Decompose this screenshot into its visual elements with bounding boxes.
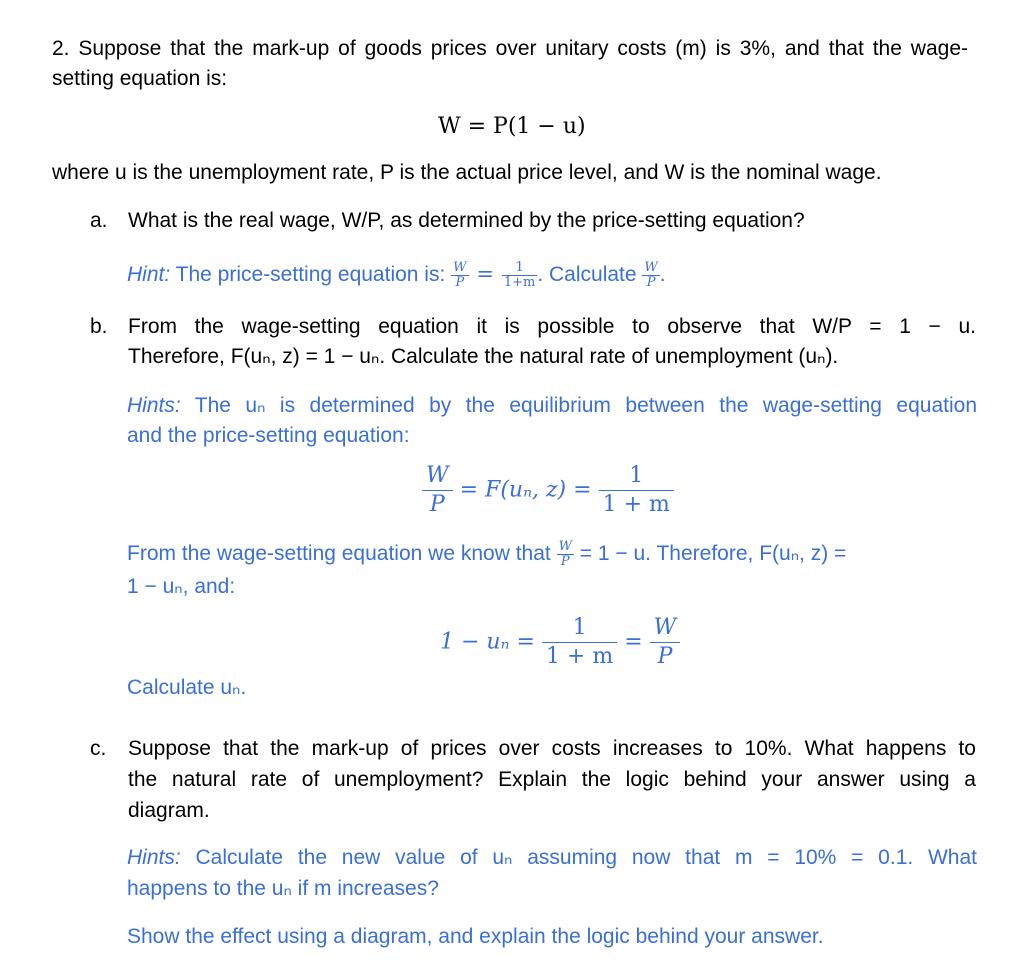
fraction-denominator: 1+m (503, 274, 536, 290)
part-a-question: What is the real wage, W/P, as determined by the price-setting equation? (128, 209, 805, 232)
fraction-w-over-p-calc (642, 261, 659, 289)
fraction-denominator: 1 + m (602, 491, 670, 517)
fraction-numerator: 1 (542, 614, 617, 643)
part-c-line3: diagram. (128, 799, 210, 822)
equilibrium-equation (422, 462, 674, 518)
equation-middle: = F(uₙ, z) = (459, 477, 592, 503)
part-b-hints-line1 (127, 391, 977, 421)
fraction-denominator: 1 + m (545, 643, 614, 669)
part-b-marker: b. (90, 315, 108, 338)
part-b-line1: From the wage-setting equation it is possible to observe that W/P = 1 − u. (128, 315, 976, 338)
fraction-one-over-one-plus-m (502, 261, 538, 289)
part-c-line2: the natural rate of unemployment? Explain the logic behind your answer using a (128, 768, 976, 791)
fraction-denominator: P (657, 643, 673, 669)
calculate-label: Calculate (549, 263, 637, 286)
fraction-numerator: 1 (502, 261, 538, 276)
fraction-numerator: W (558, 539, 572, 555)
q2-intro-line1: 2. Suppose that the mark-up of goods prices over unitary costs (m) is 3%, and that the wage- (52, 37, 968, 60)
part-b-from-line1 (127, 538, 977, 570)
hints-label: Hints: (127, 846, 181, 869)
q2-intro-line2: setting equation is: (52, 67, 228, 90)
part-c-hints-line1 (127, 843, 977, 873)
part-c-show-diagram: Show the effect using a diagram, and explain the logic behind your answer. (127, 925, 824, 948)
fraction-one-over-one-plus-m (542, 614, 617, 670)
fraction-denominator: P (455, 274, 465, 290)
fraction-denominator: P (429, 491, 445, 517)
calculate-un: Calculate uₙ. (127, 676, 247, 699)
hint-text: The price-setting equation is: (175, 263, 446, 286)
fraction-numerator: W (644, 260, 658, 276)
part-c-marker: c. (90, 737, 107, 760)
fraction-numerator: W (453, 260, 467, 276)
hints-label: Hints: (127, 394, 181, 417)
fraction-numerator: W (422, 462, 453, 491)
fraction-w-over-p (557, 540, 574, 568)
part-a-marker: a. (90, 209, 108, 232)
fraction-numerator: 1 (599, 462, 674, 491)
fraction-one-over-one-plus-m (599, 462, 674, 518)
q2-definitions: where u is the unemployment rate, P is the actual price level, and W is the nominal wage. (52, 161, 882, 184)
part-a-hint: Hint: The price-setting equation is: $\frac{W}{P}$ = $\frac{1}{1+m}$ . Calculate $\frac{W}{P}$ . (127, 260, 666, 290)
equals-sign: = (624, 629, 643, 655)
fraction-numerator: W (650, 614, 681, 643)
part-c-hints-line2: happens to the uₙ if m increases? (127, 877, 439, 900)
fraction-w-over-p (650, 614, 681, 670)
equation-left: 1 − uₙ = (440, 629, 535, 655)
from-text: From the wage-setting equation we know that (127, 542, 551, 565)
fraction-denominator: P (646, 274, 656, 290)
natural-rate-equation (440, 614, 680, 670)
hints-text: Calculate the new value of uₙ assuming now that m = 10% = 0.1. What (195, 846, 977, 869)
from-text-continued: = 1 − u. Therefore, F(uₙ, z) = (579, 542, 847, 565)
part-b-hints-line2: and the price-setting equation: (127, 424, 410, 447)
wage-setting-equation: W = P(1 − u) (438, 114, 586, 139)
hints-text: The uₙ is determined by the equilibrium between the wage-setting equation (194, 394, 977, 417)
fraction-w-over-p (422, 462, 453, 518)
part-b-line2: Therefore, F(uₙ, z) = 1 − uₙ. Calculate the natural rate of unemployment (uₙ). (128, 345, 839, 368)
fraction-denominator: P (560, 553, 570, 569)
fraction-w-over-p (451, 261, 468, 289)
part-b-from-line2: 1 − uₙ, and: (127, 575, 236, 598)
hint-label: Hint: (127, 263, 171, 286)
part-c-line1: Suppose that the mark-up of prices over costs increases to 10%. What happens to (128, 737, 976, 760)
